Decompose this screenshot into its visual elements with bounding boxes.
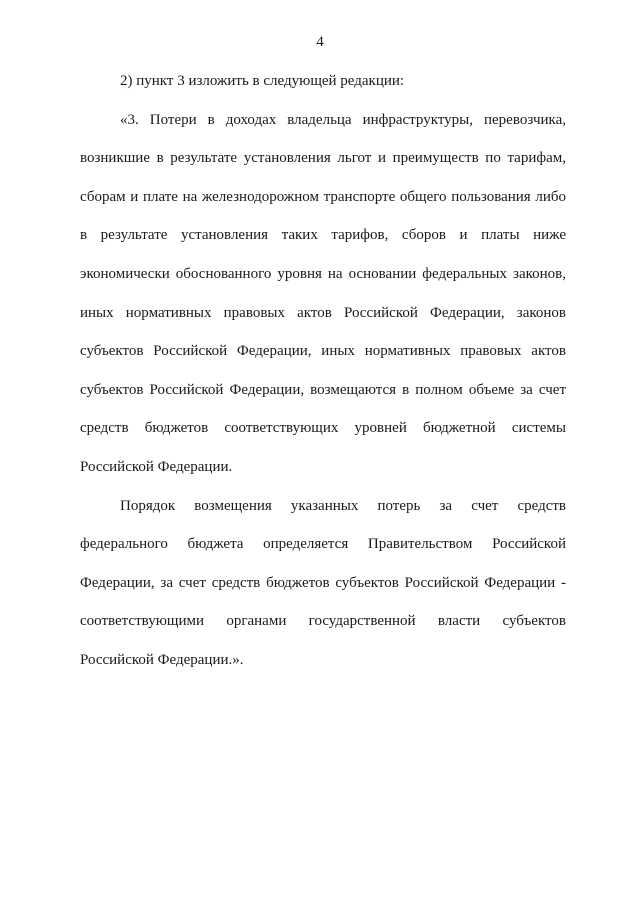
document-body	[80, 70, 566, 688]
paragraph-1	[80, 109, 566, 495]
para1-line: средств бюджетов соответствующих уровней бюджетной системы	[80, 420, 566, 437]
page-number: 4	[316, 34, 324, 50]
para1-line: иных нормативных правовых актов Российской Федерации, законов	[80, 304, 566, 321]
para1-line: сборам и плате на железнодорожном транспорте общего пользования либо	[80, 188, 566, 205]
para1-line: «3. Потери в доходах владельца инфраструктуры, перевозчика,	[120, 111, 566, 128]
para2-line: федерального бюджета определяется Правительством Российской	[80, 536, 566, 553]
para2-line: Федерации, за счет средств бюджетов субъектов Российской Федерации -	[80, 574, 566, 591]
para1-line: в результате установления таких тарифов, сборов и платы ниже	[80, 227, 566, 244]
para2-line: соответствующими органами государственной власти субъектов	[80, 613, 566, 630]
para1-line: экономически обоснованного уровня на основании федеральных законов,	[80, 265, 566, 282]
paragraph-2	[80, 495, 566, 688]
para2-line: Порядок возмещения указанных потерь за счет средств	[120, 497, 566, 514]
para1-line: субъектов Российской Федерации, иных нормативных правовых актов	[80, 343, 566, 360]
item-line: 2) пункт 3 изложить в следующей редакции:	[120, 73, 405, 89]
para1-line: Российской Федерации.	[80, 458, 233, 475]
para1-line: возникшие в результате установления льгот и преимуществ по тарифам,	[80, 150, 566, 167]
para2-line: Российской Федерации.».	[80, 651, 244, 668]
para1-line: субъектов Российской Федерации, возмещаются в полном объеме за счет	[80, 381, 566, 398]
